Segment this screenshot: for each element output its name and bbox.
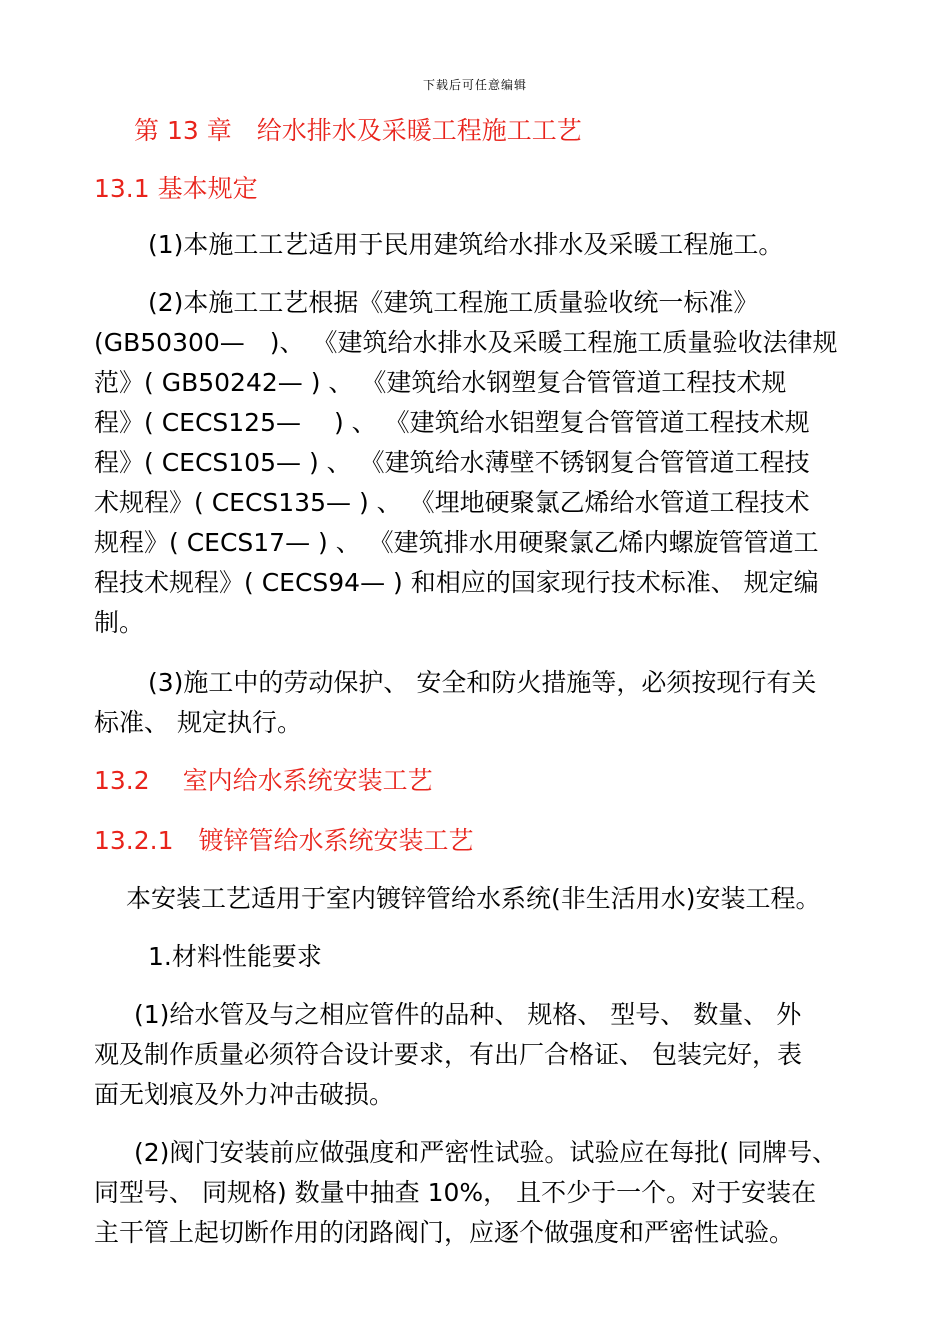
paragraph-2-line: 程》( CECS105— ) 、 《建筑给水薄壁不锈钢复合管管道工程技 (94, 448, 810, 477)
header-note: 下载后可任意编辑 (422, 78, 527, 92)
paragraph-2-line: 范》( GB50242— ) 、 《建筑给水钢塑复合管管道工程技术规 (94, 368, 787, 397)
section-13-1-heading: 13.1 基本规定 (94, 174, 258, 203)
paragraph-4: 本安装工艺适用于室内镀锌管给水系统(非生活用水)安装工程。 (126, 884, 821, 913)
chapter-title: 第 13 章 给水排水及采暖工程施工工艺 (134, 116, 582, 145)
section-13-2-1-heading: 13.2.1 镀锌管给水系统安装工艺 (94, 826, 474, 855)
paragraph-6-line: 面无划痕及外力冲击破损。 (94, 1080, 395, 1109)
paragraph-3-line: (3)施工中的劳动保护、 安全和防火措施等，必须按现行有关 (148, 668, 817, 697)
paragraph-2-line: (2)本施工工艺根据《建筑工程施工质量验收统一标准》 (148, 288, 759, 317)
paragraph-2-line: 术规程》( CECS135— ) 、 《埋地硬聚氯乙烯给水管道工程技术 (94, 488, 810, 517)
paragraph-6-line: (1)给水管及与之相应管件的品种、 规格、 型号、 数量、 外 (134, 1000, 802, 1029)
paragraph-2-line: 制。 (94, 608, 145, 637)
materials-heading: 1.材料性能要求 (148, 942, 322, 971)
paragraph-2-line: 规程》( CECS17— ) 、 《建筑排水用硬聚氯乙烯内螺旋管管道工 (94, 528, 819, 557)
section-13-2-heading: 13.2 室内给水系统安装工艺 (94, 766, 433, 795)
paragraph-3-line: 标准、 规定执行。 (94, 708, 302, 737)
paragraph-6-line: 观及制作质量必须符合设计要求，有出厂合格证、 包装完好，表 (94, 1040, 802, 1069)
paragraph-2-line: 程技术规程》( CECS94— ) 和相应的国家现行技术标准、 规定编 (94, 568, 819, 597)
paragraph-1: (1)本施工工艺适用于民用建筑给水排水及采暖工程施工。 (148, 230, 784, 259)
paragraph-2-line: 程》( CECS125— ) 、 《建筑给水铝塑复合管管道工程技术规 (94, 408, 810, 437)
paragraph-2-line: (GB50300— )、 《建筑给水排水及采暖工程施工质量验收法律规 (94, 328, 838, 357)
paragraph-7-line: (2)阀门安装前应做强度和严密性试验。试验应在每批( 同牌号、 (134, 1138, 838, 1167)
paragraph-7-line: 同型号、 同规格) 数量中抽查 10%， 且不少于一个。对于安装在 (94, 1178, 817, 1207)
paragraph-7-line: 主干管上起切断作用的闭路阀门，应逐个做强度和严密性试验。 (94, 1218, 795, 1247)
